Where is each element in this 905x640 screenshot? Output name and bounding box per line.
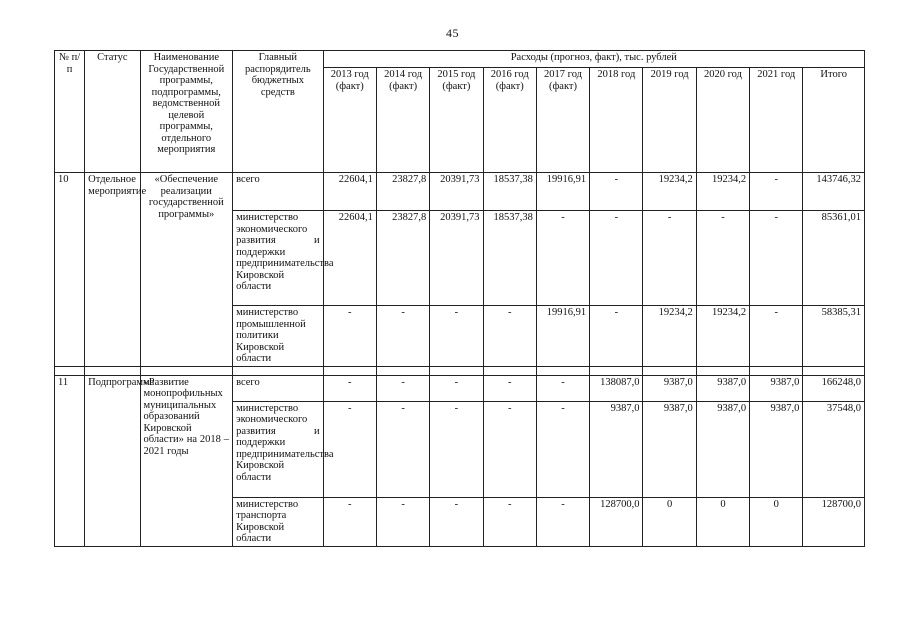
spacer-row (55, 366, 865, 375)
cell-value: 19234,2 (643, 306, 696, 367)
header-grbs: Главный распорядитель бюджетных средств (233, 51, 324, 173)
table-row (55, 173, 865, 211)
cell-value: 23827,8 (376, 211, 429, 306)
cell-value: 19234,2 (643, 173, 696, 211)
header-year: 2016 год (факт) (483, 68, 536, 173)
cell-value: 128700,0 (590, 497, 643, 546)
cell-total: 37548,0 (803, 401, 865, 497)
row-num: 11 (55, 375, 85, 546)
cell-value: 19234,2 (696, 173, 749, 211)
cell-value: 9387,0 (696, 401, 749, 497)
cell-value: - (323, 497, 376, 546)
header-year: 2014 год (факт) (376, 68, 429, 173)
cell-value: 9387,0 (590, 401, 643, 497)
cell-value: 9387,0 (750, 375, 803, 401)
cell-value: - (376, 375, 429, 401)
cell-value: - (376, 497, 429, 546)
cell-value: - (750, 211, 803, 306)
cell-value: 22604,1 (323, 211, 376, 306)
header-expenses: Расходы (прогноз, факт), тыс. рублей (323, 51, 864, 68)
cell-value: 18537,38 (483, 211, 536, 306)
row-grbs: министерство транспорта Кировской области (233, 497, 324, 546)
header-year: 2021 год (750, 68, 803, 173)
cell-value: 20391,73 (430, 173, 483, 211)
cell-value: - (323, 375, 376, 401)
cell-value: - (430, 401, 483, 497)
row-grbs: всего (233, 173, 324, 211)
cell-value: 0 (750, 497, 803, 546)
row-grbs: всего (233, 375, 324, 401)
header-year: 2020 год (696, 68, 749, 173)
cell-value: - (750, 173, 803, 211)
row-grbs: министерство экономического развития и поддержки предпринимательства Кировской области (233, 211, 324, 306)
row-num: 10 (55, 173, 85, 367)
cell-total: 85361,01 (803, 211, 865, 306)
cell-value: - (536, 211, 589, 306)
cell-value: - (430, 375, 483, 401)
cell-total: 128700,0 (803, 497, 865, 546)
page-number: 45 (446, 26, 459, 40)
cell-value: 138087,0 (590, 375, 643, 401)
header-year: 2015 год (факт) (430, 68, 483, 173)
row-status: Отдельное мероприятие (85, 173, 140, 367)
header-status: Статус (85, 51, 140, 173)
cell-total: 58385,31 (803, 306, 865, 367)
cell-value: 22604,1 (323, 173, 376, 211)
row-grbs: министерство промышленной политики Кировской области (233, 306, 324, 367)
cell-value: 18537,38 (483, 173, 536, 211)
header-row (55, 51, 865, 68)
cell-value: - (590, 306, 643, 367)
cell-value: - (483, 497, 536, 546)
table-row (55, 375, 865, 401)
cell-total: 166248,0 (803, 375, 865, 401)
header-num: № п/п (55, 51, 85, 173)
row-name: «Обеспечение реализации государственной программы» (140, 173, 233, 367)
header-name: Наименование Государственной программы, подпрограммы, ведомственной целевой программы, отдельного мероприятия (140, 51, 233, 173)
cell-total: 143746,32 (803, 173, 865, 211)
cell-value: 0 (696, 497, 749, 546)
cell-value: - (590, 211, 643, 306)
header-year: 2017 год (факт) (536, 68, 589, 173)
header-year: 2013 год (факт) (323, 68, 376, 173)
cell-value: - (536, 497, 589, 546)
cell-value: - (430, 306, 483, 367)
cell-value: - (483, 401, 536, 497)
cell-value: - (643, 211, 696, 306)
cell-value: 19916,91 (536, 173, 589, 211)
cell-value: 19916,91 (536, 306, 589, 367)
cell-value: - (323, 401, 376, 497)
cell-value: - (536, 401, 589, 497)
cell-value: - (483, 375, 536, 401)
header-year: 2018 год (590, 68, 643, 173)
cell-value: 19234,2 (696, 306, 749, 367)
row-grbs: министерство экономического развития и поддержки предпринимательства Кировской области (233, 401, 324, 497)
cell-value: - (590, 173, 643, 211)
cell-value: 9387,0 (750, 401, 803, 497)
row-status: Подпрограмма (85, 375, 140, 546)
cell-value: 9387,0 (643, 375, 696, 401)
cell-value: - (376, 306, 429, 367)
cell-value: - (483, 306, 536, 367)
cell-value: - (696, 211, 749, 306)
header-total: Итого (803, 68, 865, 173)
cell-value: 9387,0 (643, 401, 696, 497)
row-name: «Развитие монопрофильных муниципальных образований Кировской области» на 2018 – 2021 годы (140, 375, 233, 546)
budget-table (54, 50, 865, 547)
cell-value: - (750, 306, 803, 367)
cell-value: 23827,8 (376, 173, 429, 211)
cell-value: - (323, 306, 376, 367)
cell-value: 20391,73 (430, 211, 483, 306)
header-year: 2019 год (643, 68, 696, 173)
cell-value: 0 (643, 497, 696, 546)
cell-value: - (430, 497, 483, 546)
cell-value: - (536, 375, 589, 401)
cell-value: 9387,0 (696, 375, 749, 401)
cell-value: - (376, 401, 429, 497)
